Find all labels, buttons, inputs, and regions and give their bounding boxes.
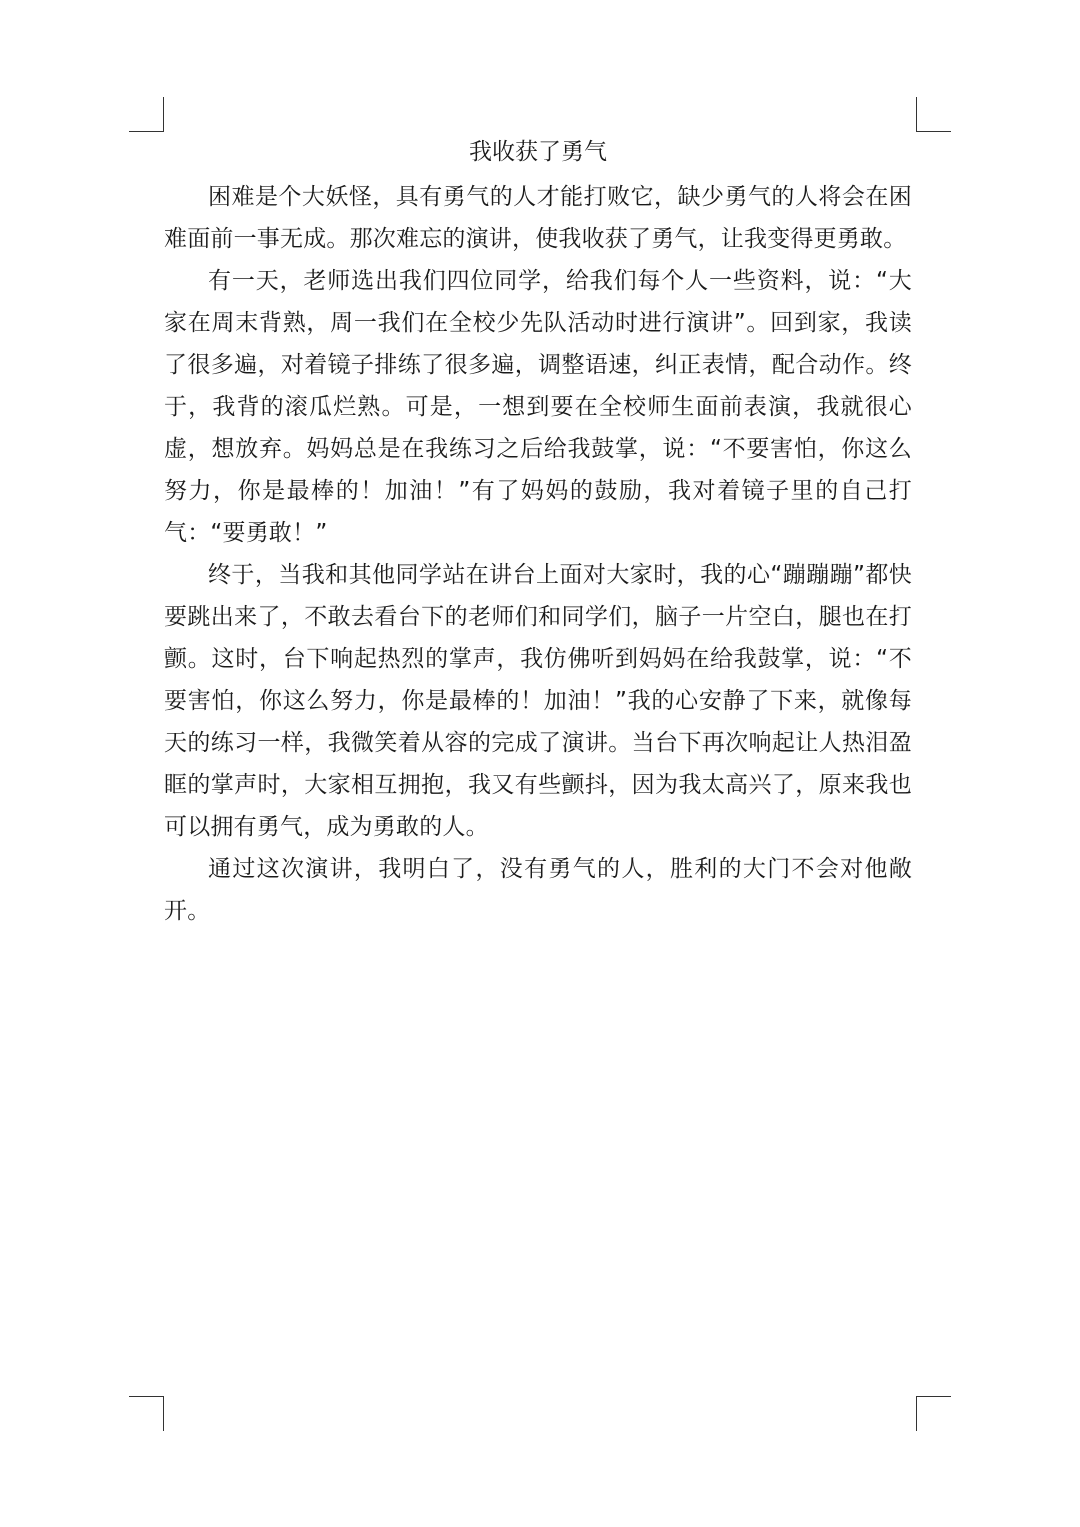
paragraph-1: 困难是个大妖怪，具有勇气的人才能打败它，缺少勇气的人将会在困难面前一事无成。那次难忘的演讲，使我收获了勇气，让我变得更勇敢。 bbox=[164, 184, 912, 252]
crop-mark-bottom-right bbox=[916, 1396, 951, 1431]
crop-mark-top-right bbox=[916, 97, 951, 132]
document-body bbox=[164, 134, 912, 932]
paragraph-4: 通过这次演讲，我明白了，没有勇气的人，胜利的大门不会对他敞开。 bbox=[164, 856, 912, 924]
paragraph-2: 有一天，老师选出我们四位同学，给我们每个人一些资料，说：“大家在周末背熟，周一我们在全校少先队活动时进行演讲”。回到家，我读了很多遍，对着镜子排练了很多遍，调整语速，纠正表情，配合动作。终于，我背的滚瓜烂熟。可是，一想到要在全校师生面前表演，我就很心虚，想放弃。妈妈总是在我练习之后给我鼓掌，说：“不要害怕，你这么努力，你是最棒的！加油！”有了妈妈的鼓励，我对着镜子里的自己打气：“要勇敢！” bbox=[164, 268, 912, 546]
crop-mark-bottom-left bbox=[129, 1396, 164, 1431]
document-title: 我收获了勇气 bbox=[469, 139, 607, 165]
paragraph-3: 终于，当我和其他同学站在讲台上面对大家时，我的心“蹦蹦蹦”都快要跳出来了，不敢去看台下的老师们和同学们，脑子一片空白，腿也在打颤。这时，台下响起热烈的掌声，我仿佛听到妈妈在给我鼓掌，说：“不要害怕，你这么努力，你是最棒的！加油！”我的心安静了下来，就像每天的练习一样，我微笑着从容的完成了演讲。当台下再次响起让人热泪盈眶的掌声时，大家相互拥抱，我又有些颤抖，因为我太高兴了，原来我也可以拥有勇气，成为勇敢的人。 bbox=[164, 562, 912, 840]
crop-mark-top-left bbox=[129, 97, 164, 132]
